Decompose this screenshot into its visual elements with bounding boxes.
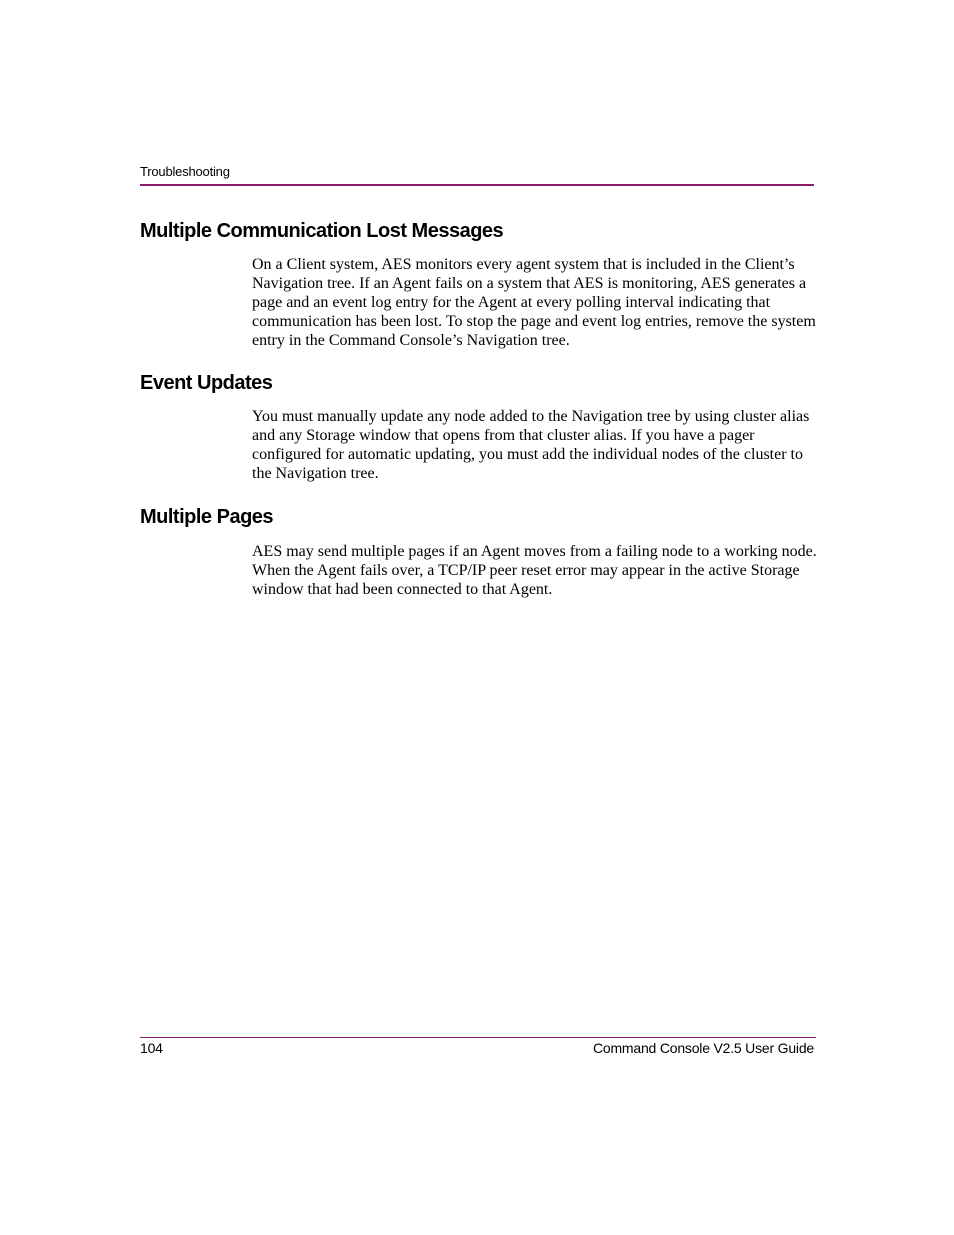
section-body-multiple-pages: AES may send multiple pages if an Agent moves from a failing node to a working node. When the Agent fails over, a TCP/IP peer reset error may appear in the active Storage window that had been connected to that Agent. bbox=[252, 543, 817, 598]
section-title-multiple-pages: Multiple Pages bbox=[140, 506, 274, 528]
footer-guide-title: Command Console V2.5 User Guide bbox=[592, 1040, 814, 1056]
section-title-event-updates: Event Updates bbox=[140, 372, 273, 394]
page-number: 104 bbox=[140, 1040, 163, 1056]
section-body-multiple-communication-lost-messages: On a Client system, AES monitors every agent system that is included in the Client’s Navigation tree. If an Agent fails on a system that AES is monitoring, AES generates a page and an event log entry for the Agent at every polling interval indicating that communication has been lost. To stop the page and event log entries, remove the system entry in the Command Console’s Navigation tree. bbox=[252, 256, 816, 349]
section-title-multiple-communication-lost-messages: Multiple Communication Lost Messages bbox=[140, 220, 504, 242]
header-rule bbox=[140, 184, 814, 186]
section-body-event-updates: You must manually update any node added to the Navigation tree by using cluster alias and any Storage window that opens from that cluster alias. If you have a pager configured for automatic updating, you must add the individual nodes of the cluster to the Navigation tree. bbox=[252, 408, 810, 482]
footer-rule bbox=[140, 1037, 816, 1038]
running-head: Troubleshooting bbox=[140, 164, 230, 179]
